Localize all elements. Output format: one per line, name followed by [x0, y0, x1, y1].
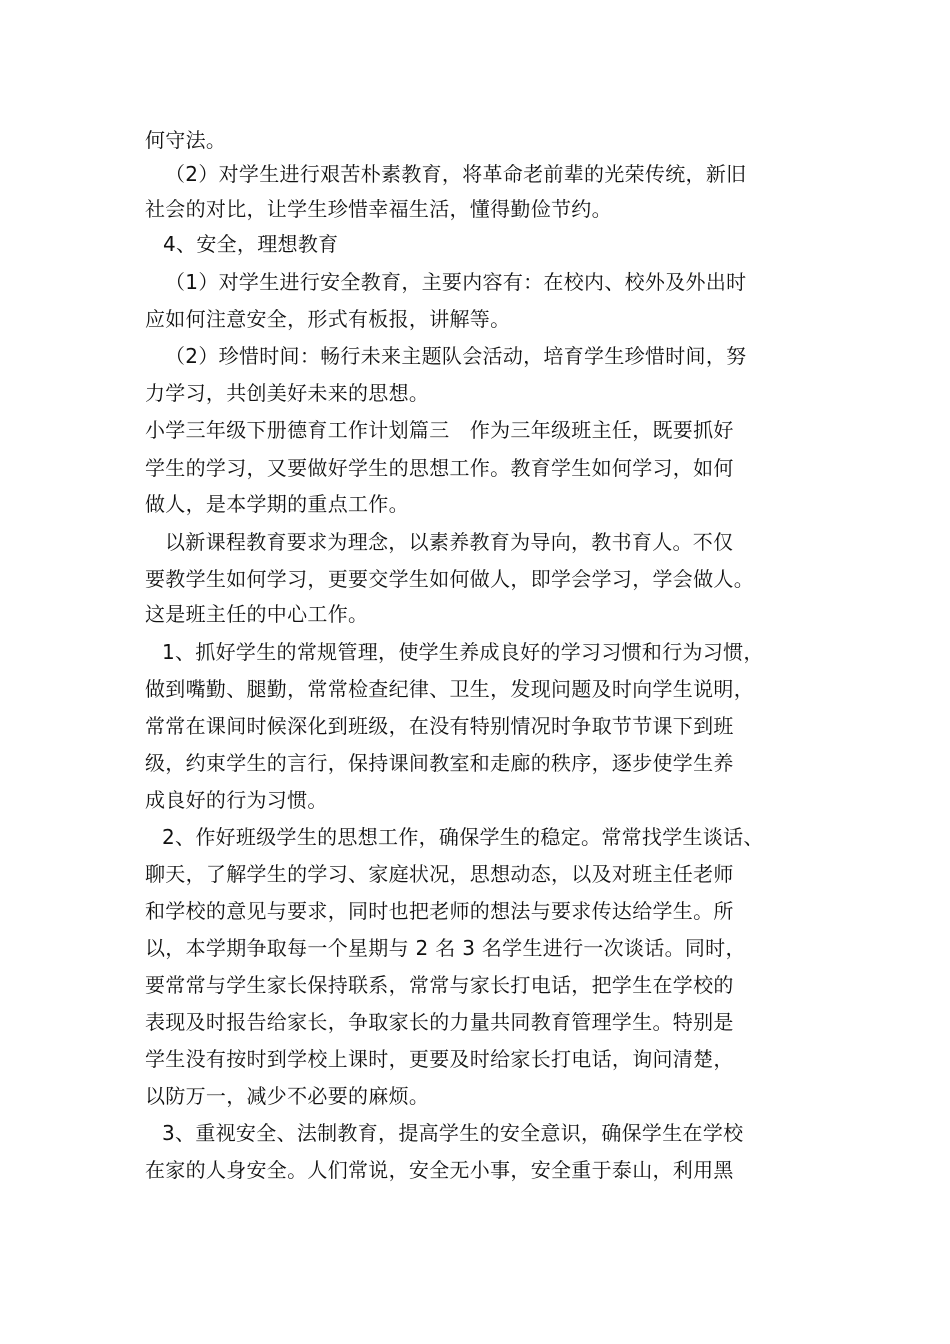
text-line: 学生的学习，又要做好学生的思想工作。教育学生如何学习，如何 [145, 456, 734, 480]
text-line: 和学校的意见与要求，同时也把老师的想法与要求传达给学生。所 [145, 899, 734, 923]
text-line: （2）珍惜时间：畅行未来主题队会活动，培育学生珍惜时间，努 [165, 344, 747, 368]
text-line: 应如何注意安全，形式有板报，讲解等。 [145, 307, 511, 331]
text-line: 1、抓好学生的常规管理，使学生养成良好的学习习惯和行为习惯， [162, 640, 764, 664]
text-line: （2）对学生进行艰苦朴素教育，将革命老前辈的光荣传统，新旧 [165, 162, 747, 186]
text-line: （1）对学生进行安全教育，主要内容有：在校内、校外及外出时 [165, 270, 747, 294]
text-line: 这是班主任的中心工作。 [145, 602, 369, 626]
heading-line: 4、安全，理想教育 [163, 232, 339, 256]
text-line: 要常常与学生家长保持联系，常常与家长打电话，把学生在学校的 [145, 973, 734, 997]
text-line: 以防万一，减少不必要的麻烦。 [145, 1084, 430, 1108]
text-line: 成良好的行为习惯。 [145, 788, 328, 812]
text-line: 在家的人身安全。人们常说，安全无小事，安全重于泰山，利用黑 [145, 1158, 734, 1182]
text-line: 表现及时报告给家长，争取家长的力量共同教育管理学生。特别是 [145, 1010, 734, 1034]
text-line: 常常在课间时候深化到班级，在没有特别情况时争取节节课下到班 [145, 714, 734, 738]
text-line: 2、作好班级学生的思想工作，确保学生的稳定。常常找学生谈话、 [162, 825, 764, 849]
text-line: 要教学生如何学习，更要交学生如何做人，即学会学习，学会做人。 [145, 567, 754, 591]
text-line: 级，约束学生的言行，保持课间教室和走廊的秩序，逐步使学生养 [145, 751, 734, 775]
text-line: 3、重视安全、法制教育，提高学生的安全意识，确保学生在学校 [162, 1121, 744, 1145]
text-line: 聊天，了解学生的学习、家庭状况，思想动态，以及对班主任老师 [145, 862, 734, 886]
text-line: 做人，是本学期的重点工作。 [145, 492, 409, 516]
text-line: 何守法。 [145, 128, 227, 152]
text-line: 学生没有按时到学校上课时，更要及时给家长打电话，询问清楚， [145, 1047, 734, 1071]
text-line: 以新课程教育要求为理念，以素养教育为导向，教书育人。不仅 [165, 530, 734, 554]
text-line: 以，本学期争取每一个星期与 2 名 3 名学生进行一次谈话。同时， [145, 936, 746, 960]
section-title-line: 小学三年级下册德育工作计划篇三 作为三年级班主任，既要抓好 [145, 418, 734, 442]
text-line: 力学习，共创美好未来的思想。 [145, 381, 430, 405]
text-line: 做到嘴勤、腿勤，常常检查纪律、卫生，发现问题及时向学生说明， [145, 677, 754, 701]
text-line: 社会的对比，让学生珍惜幸福生活，懂得勤俭节约。 [145, 197, 612, 221]
